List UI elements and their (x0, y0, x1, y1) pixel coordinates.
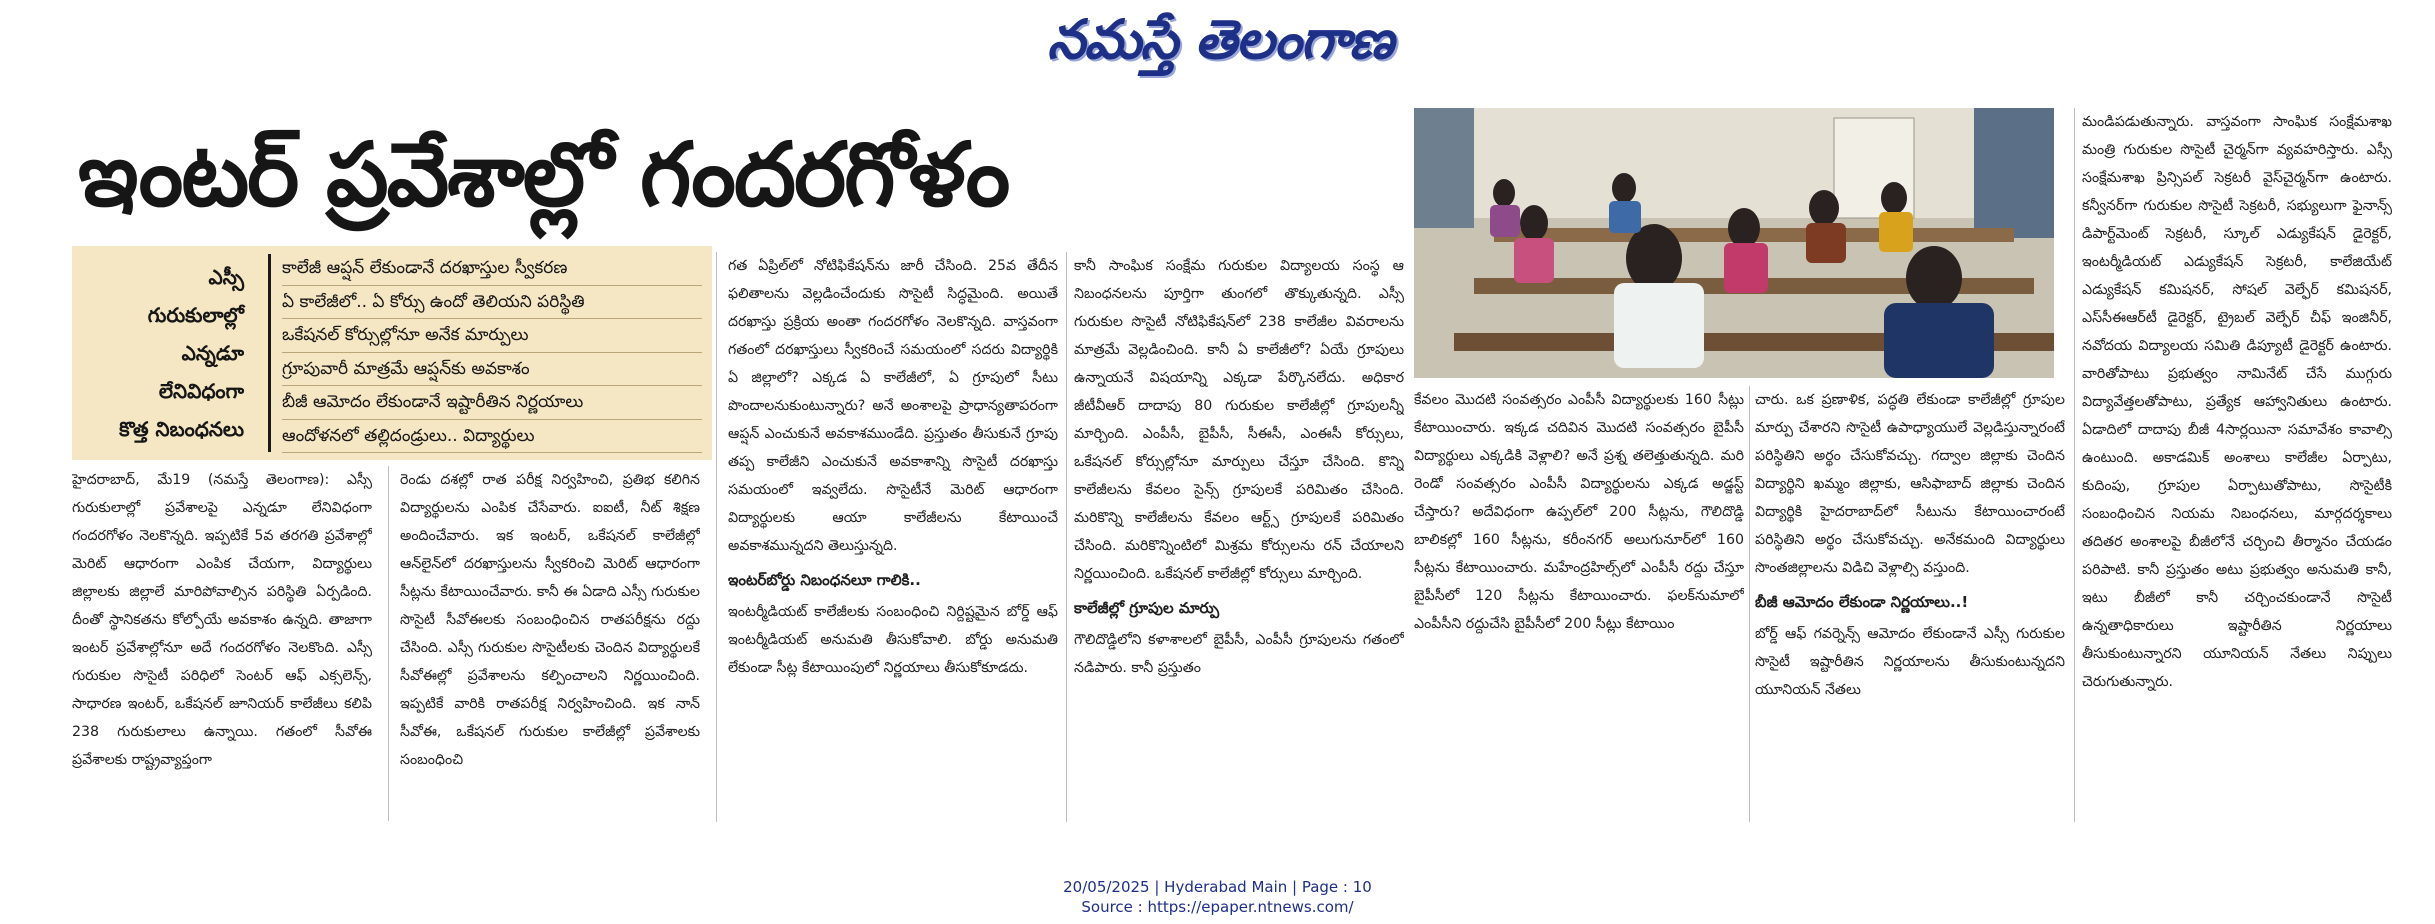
column-divider (388, 466, 389, 821)
article-column-1 (72, 466, 372, 821)
article-column-5 (1414, 386, 1744, 822)
footer-date-line: 20/05/2025 | Hyderabad Main | Page : 10 (1063, 878, 1372, 896)
article-paragraph: చారు. ఒక ప్రణాళిక, పద్ధతి లేకుండా కాలేజీల్లో గ్రూపుల మార్పు చేశారని సొసైటీ ఉపాధ్యాయులే వెల్లడిస్తున్నారంటే పరిస్థితిని అర్థం చేసుకోవచ్చు. గద్వాల జిల్లాకు చెందిన విద్యార్థిని ఖమ్మం జిల్లాకు, ఆసిఫాబాద్ జిల్లాకు చెందిన విద్యార్థికి హైదరాబాద్‌లో సీటును కేటాయించారంటే పరిస్థితిని అర్థం చేసుకోవచ్చు. అనేకమంది విద్యార్థులు సొంతజిల్లాలను విడిచి వెళ్లాల్సి వస్తుంది. (1755, 392, 2065, 576)
subheading: ఇంటర్‌బోర్డు నిబంధనలూ గాలికి.. (728, 571, 921, 589)
highlight-item: గ్రూపువారీ మాత్రమే ఆప్షన్‌కు అవకాశం (282, 353, 702, 387)
article-paragraph: రెండు దశల్లో రాత పరీక్ష నిర్వహించి, ప్రతిభ కలిగిన విద్యార్థులను ఎంపిక చేసేవారు. ఐఐటీ, నీట్ శిక్షణ అందించేవారు. ఇక ఇంటర్, ఒకేషనల్ కాలేజీల్లో ఆన్‌లైన్‌లో దరఖాస్తులను స్వీకరించి మెరిట్ ఆధారంగా సీట్లను కేటాయించేవారు. కానీ ఈ ఏడాది ఎస్సీ గురుకుల సొసైటీ సీవోఈలకు సంబంధించిన రాతపరీక్షను రద్దు చేసింది. ఎస్సీ గురుకుల సొసైటీలకు చెందిన విద్యార్థులకే సీవోఈల్లో ప్రవేశాలను కల్పించాలని నిర్ణయించింది. ఇప్పటికే వారికి రాతపరీక్ష నిర్వహించింది. ఇక నాన్ సీవోఈ, ఒకేషనల్ గురుకుల కాలేజీల్లో ప్రవేశాలకు సంబంధించి (400, 472, 700, 768)
subheading: కాలేజీల్లో గ్రూపుల మార్పు (1074, 599, 1220, 617)
column-divider (1749, 386, 1750, 822)
article-column-7 (2082, 108, 2392, 822)
article-paragraph: గౌలిదొడ్డిలోని కళాశాలలో బైపీసీ, ఎంపీసీ గ్రూపులను గతంలో నడిపారు. కానీ ప్రస్తుతం (1074, 632, 1404, 676)
article-paragraph: బోర్డ్ ఆఫ్ గవర్నెన్స్ ఆమోదం లేకుండానే ఎస్సీ గురుకుల సొసైటీ ఇష్టారీతిన నిర్ణయాలను తీసుకుంటున్నదని యూనియన్ నేతలు (1755, 626, 2065, 698)
highlight-item: కాలేజీ ఆప్షన్ లేకుండానే దరఖాస్తుల స్వీకరణ (282, 252, 702, 286)
column-divider (2074, 108, 2075, 822)
kicker (72, 246, 262, 460)
highlight-item: ఒకేషనల్ కోర్సుల్లోనూ అనేక మార్పులు (282, 319, 702, 353)
article-paragraph: మండిపడుతున్నారు. వాస్తవంగా సాంఘిక సంక్షేమశాఖ మంత్రి గురుకుల సొసైటీ చైర్మన్‌గా వ్యవహరిస్తారు. ఎస్సీ సంక్షేమశాఖ ప్రిన్సిపల్ సెక్రటరీ వైస్‌చైర్మన్‌గా ఉంటారు. కన్వీనర్‌గా గురుకుల సొసైటీ సెక్రటరీ, సభ్యులుగా ఫైనాన్స్ డిపార్ట్‌మెంట్ సెక్రటరీ, స్కూల్ ఎడ్యుకేషన్ డైరెక్టర్, ఇంటర్మీడియట్ ఎడ్యుకేషన్ సెక్రటరీ, కాలేజియేట్ ఎడ్యుకేషన్ కమిషనర్, సోషల్ వెల్ఫేర్ కమిషనర్, ఎస్‌సీఈఆర్‌టీ డైరెక్టర్, ట్రైబల్ వెల్ఫేర్ చీఫ్ ఇంజినీర్, నవోదయ విద్యాలయ సమితి డిప్యూటీ డైరెక్టర్ ఉంటారు. వారితోపాటు ప్రభుత్వం నామినేట్ చేసే ముగ్గురు విద్యావేత్తలతోపాటు, ప్రత్యేక ఆహ్వానితులు ఉంటారు. ఏడాదిలో దాదాపు బీజీ 4సార్లయినా సమావేశం కావాల్సి ఉంటుంది. అకాడమిక్ అంశాలు కాలేజీల ఏర్పాటు, కుదింపు, గ్రూపుల ఏర్పాటుతోపాటు, సొసైటీకి సంబంధించిన నియమ నిబంధనలు, మార్గదర్శకాలు తదితర అంశాలపై బీజీలోనే చర్చించి తీర్మానం చేయడం పరిపాటి. కానీ ప్రస్తుతం అటు ప్రభుత్వం అనుమతి కానీ, ఇటు బీజీలో కానీ చర్చించకుండానే సొసైటీ ఉన్నతాధికారులు ఇష్టారీతిన నిర్ణయాలు తీసుకుంటున్నారని యూనియన్ నేతలు నిప్పులు చెరుగుతున్నారు. (2082, 114, 2392, 690)
article-paragraph: గత ఏప్రిల్‌లో నోటిఫికేషన్‌ను జారీ చేసింది. 25వ తేదీన ఫలితాలను వెల్లడించేందుకు సొసైటీ సిద్ధమైంది. అయితే దరఖాస్తు ప్రక్రియ అంతా గందరగోళం నెలకొన్నది. వాస్తవంగా గతంలో దరఖాస్తులు స్వీకరించే సమయంలో సదరు విద్యార్థికి ఏ జిల్లాలో? ఎక్కడ ఏ కాలేజీలో, ఏ గ్రూపులో సీటు పొందాలనుకుంటున్నారు? అనే అంశాలపై ప్రాధాన్యతాపరంగా ఆప్షన్ ఎంచుకునే అవకాశముండేది. ప్రస్తుతం తీసుకునే గ్రూపు తప్ప కాలేజీని ఎంచుకునే అవకాశాన్ని సొసైటీ దరఖాస్తు సమయంలో ఇవ్వలేదు. సొసైటీనే మెరిట్ ఆధారంగా విద్యార్థులకు ఆయా కాలేజీలను కేటాయించే అవకాశమున్నదని తెలుస్తున్నది. (728, 258, 1058, 554)
masthead-title: నమస్తే తెలంగాణ (1047, 7, 1393, 71)
article-column-2 (400, 466, 700, 821)
highlight-item: బీజీ ఆమోదం లేకుండానే ఇష్టారీతిన నిర్ణయాలు (282, 386, 702, 420)
masthead-logo (1005, 4, 1435, 74)
kicker-line: ఎస్సీ (208, 265, 244, 289)
highlight-item: ఏ కాలేజీలో.. ఏ కోర్సు ఉందో తెలియని పరిస్థితి (282, 286, 702, 320)
article-paragraph: కేవలం మొదటి సంవత్సరం ఎంపీసీ విద్యార్థులకు 160 సీట్లు కేటాయించారు. ఇక్కడ చదివిన మొదటి సంవత్సరం బైపీసీ విద్యార్థులు ఎక్కడికి వెళ్లాలి? అనే ప్రశ్న తలెత్తుతున్నది. మరి రెండో సంవత్సరం ఎంపీసీ విద్యార్థులను ఎక్కడ అడ్జస్ట్ చేస్తారు? అదేవిధంగా ఉప్పల్‌లో 200 సీట్లను, గౌలిదొడ్డి బాలికల్లో 160 సీట్లను, కరీంనగర్ అలుగునూర్‌లో 160 సీట్లను కేటాయించారు. మహేంద్రహిల్స్‌లో ఎంపీసీ రద్దు చేస్తూ బైపీసీలో 120 సీట్లను కేటాయించారు. ఫలక్‌నుమాలో ఎంపీసీని రద్దుచేసి బైపీసీలో 200 సీట్లు కేటాయిం (1414, 392, 1744, 632)
highlights-list (282, 252, 702, 458)
column-divider (1066, 252, 1067, 822)
article-column-3 (728, 252, 1058, 822)
article-column-6 (1755, 386, 2065, 822)
article-paragraph: కానీ సాంఘిక సంక్షేమ గురుకుల విద్యాలయ సంస్థ ఆ నిబంధనలను పూర్తిగా తుంగలో తొక్కుతున్నది. ఎస్సీ గురుకుల సొసైటీ నోటిఫికేషన్‌లో 238 కాలేజీల వివరాలను మాత్రమే వెల్లడించింది. కానీ ఏ కాలేజీలో? ఏయే గ్రూపులు ఉన్నాయనే విషయాన్ని ఎక్కడా పేర్కొనలేదు. అధికార జీటీవీఆర్ దాదాపు 80 గురుకుల కాలేజీల్లో గ్రూపులన్నీ మార్చింది. ఎంపీసీ, బైపీసీ, సీఈసీ, ఎంఈసీ కోర్సులు, ఒకేషనల్ కోర్సుల్లోనూ మార్పులు చేస్తూ చేసింది. కొన్ని కాలేజీలను కేవలం సైన్స్ గ్రూపులకే పరిమితం చేసింది. మరికొన్ని కాలేజీలను కేవలం ఆర్ట్స్ గ్రూపులకే పరిమితం చేసింది. మరికొన్నింటిలో మిశ్రమ కోర్సులను రన్ చేయాలని నిర్ణయించింది. ఒకేషనల్ కాలేజీల్లో కోర్సులు మార్చింది. (1074, 258, 1404, 582)
kicker-line: కొత్త నిబంధనలు (119, 417, 244, 441)
classroom-photo-image (1414, 108, 2054, 378)
classroom-photo (1414, 108, 2054, 378)
article-column-4 (1074, 252, 1404, 822)
kicker-line: లేనివిధంగా (158, 379, 244, 403)
kicker-divider (268, 254, 271, 452)
kicker-line: గురుకులాల్లో (147, 303, 244, 327)
article-paragraph: ఇంటర్మీడియట్ కాలేజీలకు సంబంధించి నిర్దిష్టమైన బోర్డ్ ఆఫ్ ఇంటర్మీడియట్ అనుమతి తీసుకోవాలి. బోర్డు అనుమతి లేకుండా సీట్ల కేటాయింపులో నిర్ణయాలు తీసుకోకూడదు. (728, 604, 1058, 676)
highlight-item: ఆందోళనలో తల్లిదండ్రులు.. విద్యార్థులు (282, 420, 702, 454)
headline: ఇంటర్ ప్రవేశాల్లో గందరగోళం (78, 123, 1009, 226)
column-divider (716, 252, 717, 822)
kicker-line: ఎన్నడూ (181, 341, 244, 365)
article-paragraph: హైదరాబాద్, మే19 (నమస్తే తెలంగాణ): ఎస్సీ గురుకులాల్లో ప్రవేశాలపై ఎన్నడూ లేనివిధంగా గందరగోళం నెలకొన్నది. ఇప్పటికే 5వ తరగతి ప్రవేశాల్లో మెరిట్ ఆధారంగా ఎంపిక చేయగా, విద్యార్థులు జిల్లాలకు జిల్లాలే మారిపోవాల్సిన పరిస్థితి ఏర్పడింది. దీంతో స్థానికతను కోల్పోయే అవకాశం ఉన్నది. తాజాగా ఇంటర్ ప్రవేశాల్లోనూ అదే గందరగోళం నెలకొంది. ఎస్సీ గురుకుల సొసైటీ పరిధిలో సెంటర్ ఆఫ్ ఎక్సలెన్స్, సాధారణ ఇంటర్, ఒకేషనల్ జూనియర్ కాలేజీలు కలిపి 238 గురుకులాలు ఉన్నాయి. గతంలో సీవోఈ ప్రవేశాలకు రాష్ట్రవ్యాప్తంగా (72, 472, 372, 768)
footer-source-link[interactable]: Source : https://epaper.ntnews.com/ (1081, 898, 1354, 916)
subheading: బీజీ ఆమోదం లేకుండా నిర్ణయాలు..! (1755, 593, 1969, 611)
